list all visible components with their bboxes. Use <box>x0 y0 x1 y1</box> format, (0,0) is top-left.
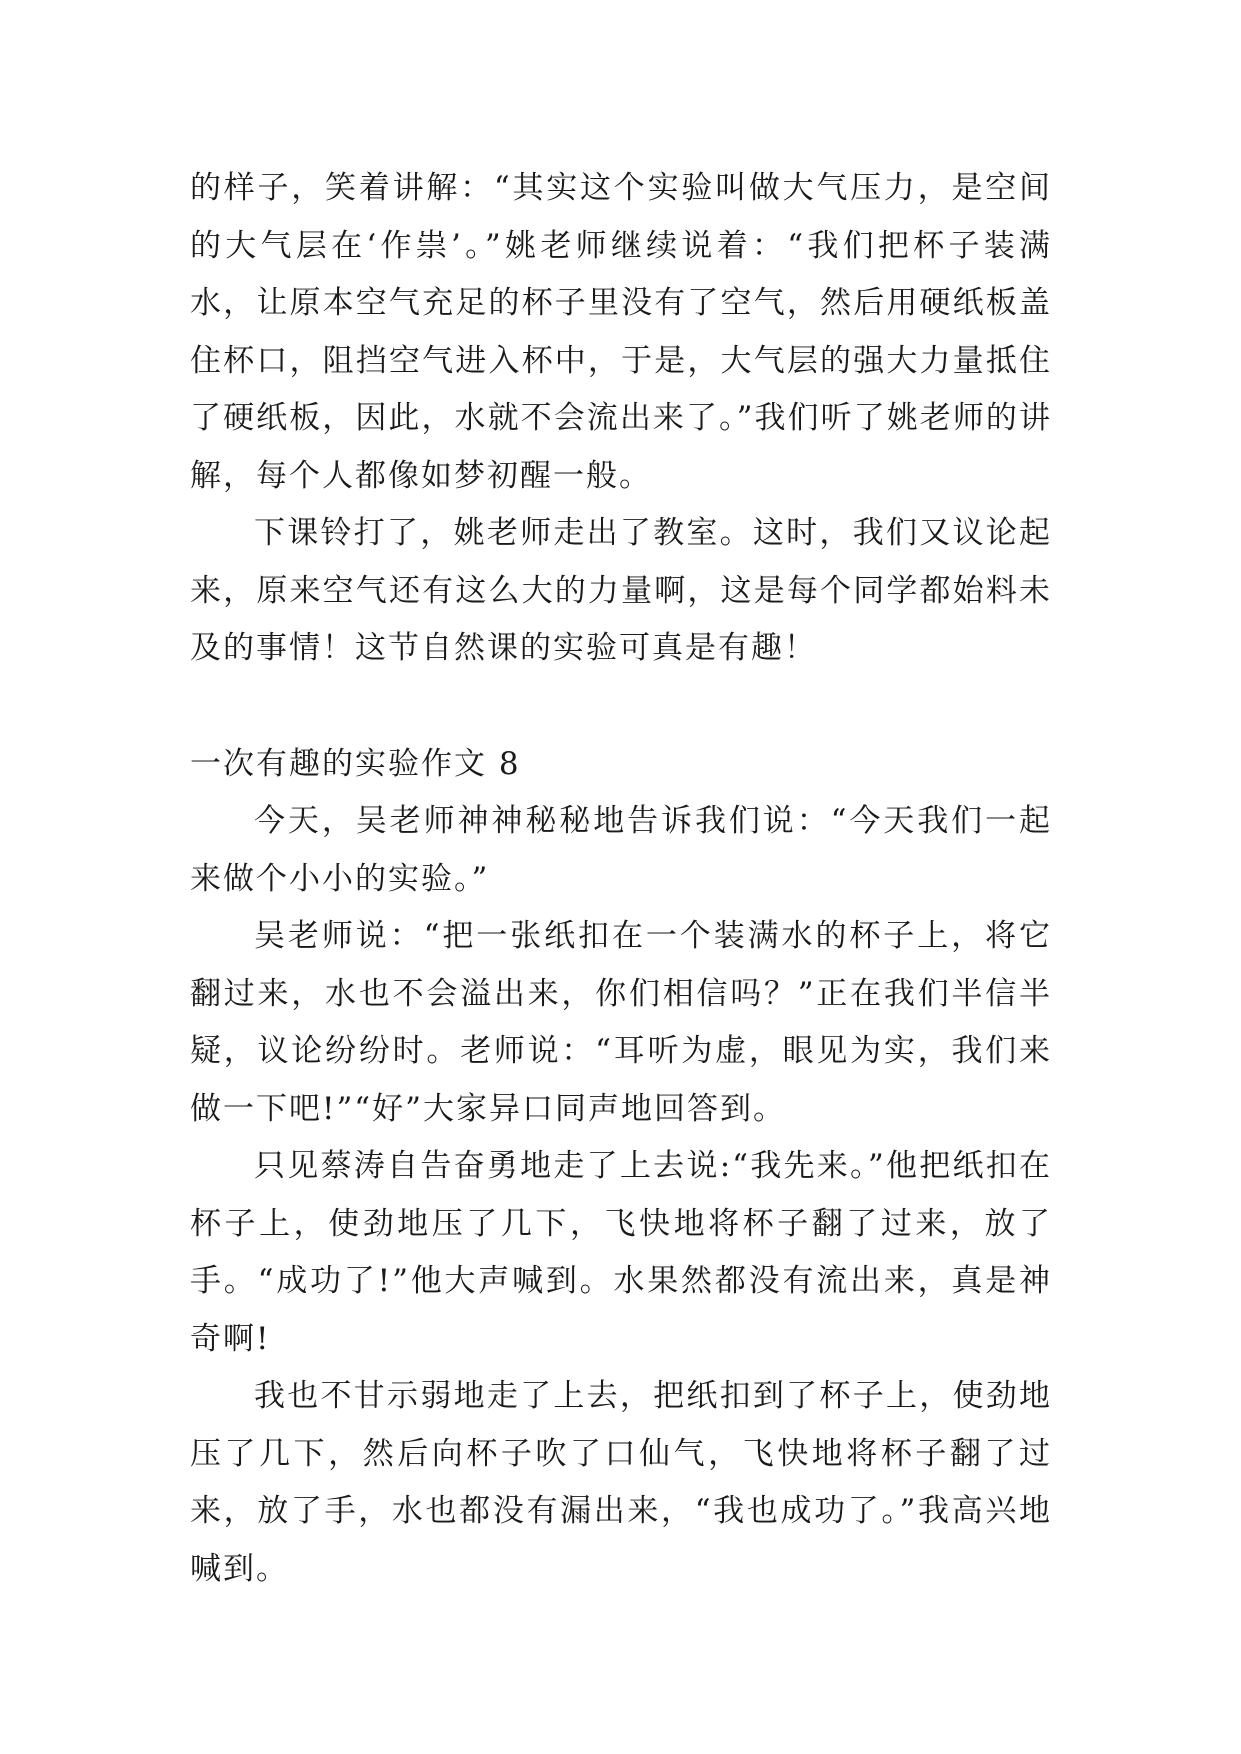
paragraph: 我也不甘示弱地走了上去，把纸扣到了杯子上，使劲地压了几下，然后向杯子吹了口仙气，飞快地将杯子翻了过来，放了手，水也都没有漏出来，“我也成功了。”我高兴地喊到。 <box>190 1378 1052 1587</box>
continued-paragraph: 的样子，笑着讲解：“其实这个实验叫做大气压力，是空间的大气层在‘作祟’。”姚老师继续说着：“我们把杯子装满水，让原本空气充足的杯子里没有了空气，然后用硬纸板盖住杯口，阻挡空气进入杯中，于是，大气层的强大力量抵住了硬纸板，因此，水就不会流出来了。”我们听了姚老师的讲解，每个人都像如梦初醒一般。 <box>190 170 1052 494</box>
section-title: 一次有趣的实验作文 8 <box>190 745 521 782</box>
document-body <box>190 160 1052 1598</box>
paragraph: 吴老师说：“把一张纸扣在一个装满水的杯子上，将它翻过来，水也不会溢出来，你们相信吗？”正在我们半信半疑，议论纷纷时。老师说：“耳听为虚，眼见为实，我们来做一下吧!”“好”大家异口同声地回答到。 <box>190 918 1052 1127</box>
paragraph: 下课铃打了，姚老师走出了教室。这时，我们又议论起来，原来空气还有这么大的力量啊，这是每个同学都始料未及的事情！这节自然课的实验可真是有趣！ <box>190 515 1052 666</box>
paragraph: 今天，吴老师神神秘秘地告诉我们说：“今天我们一起来做个小小的实验。” <box>190 803 1052 897</box>
section-gap <box>190 678 1052 736</box>
paragraph: 只见蔡涛自告奋勇地走了上去说:“我先来。”他把纸扣在杯子上，使劲地压了几下，飞快地将杯子翻了过来，放了手。“成功了!”他大声喊到。水果然都没有流出来，真是神奇啊! <box>190 1148 1052 1357</box>
